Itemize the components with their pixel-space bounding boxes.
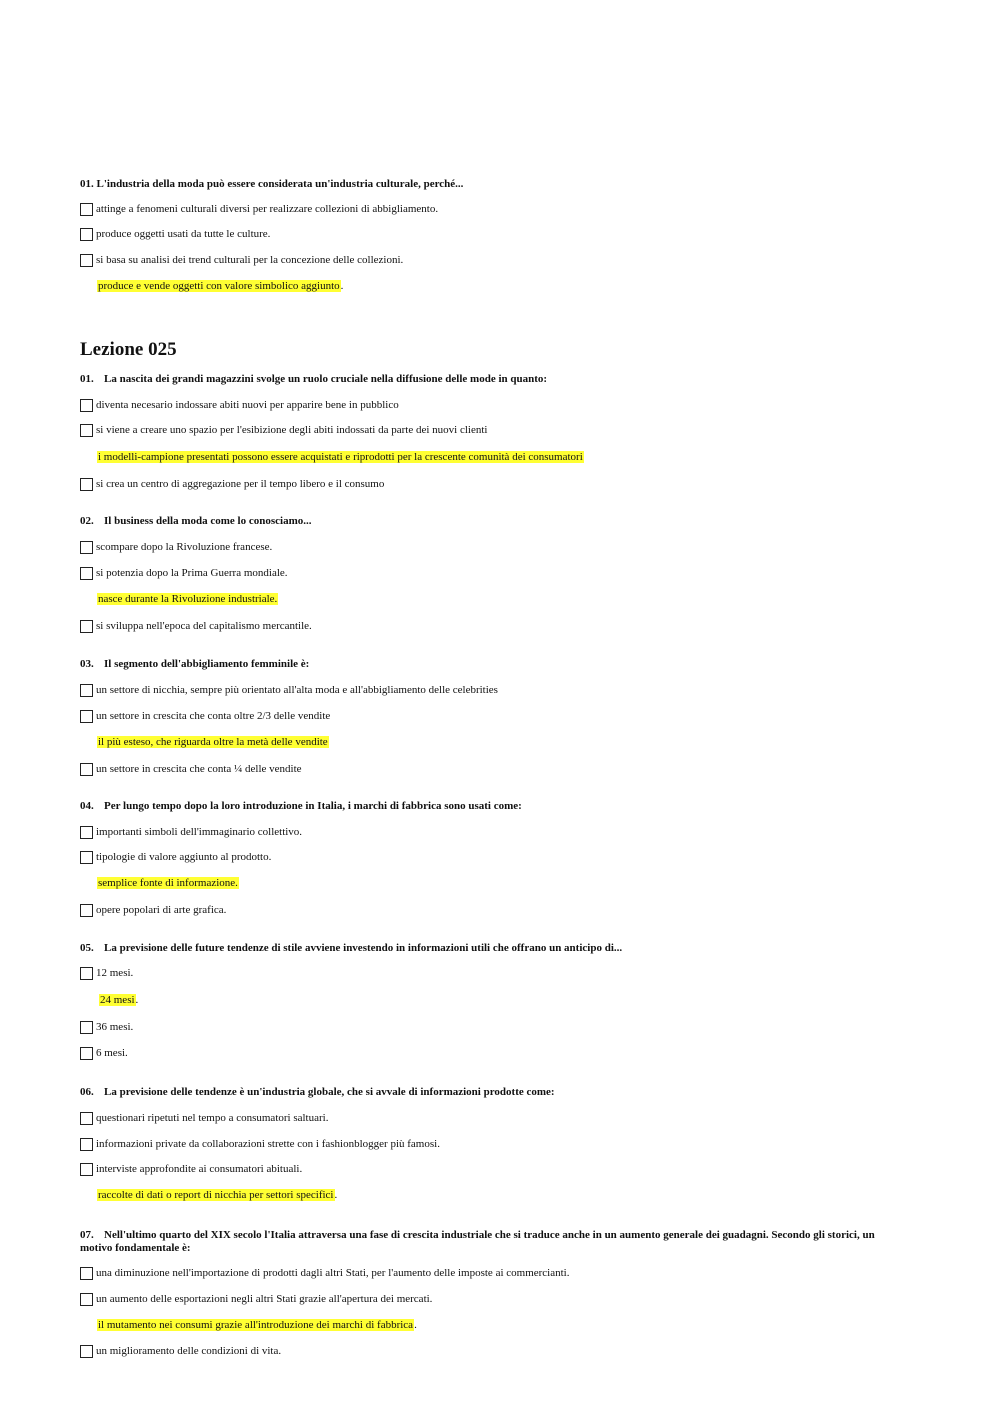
option[interactable]: [80, 566, 288, 580]
option[interactable]: [80, 850, 271, 864]
option[interactable]: [80, 1162, 302, 1176]
option-text: un aumento delle esportazioni negli altri Stati grazie all'apertura dei mercati.: [96, 1293, 433, 1305]
option[interactable]: [80, 477, 384, 491]
checkbox[interactable]: [80, 567, 93, 580]
answer-suffix: .: [334, 1189, 338, 1201]
option[interactable]: [80, 202, 438, 216]
option[interactable]: [80, 253, 403, 267]
option[interactable]: [80, 1046, 128, 1060]
correct-answer: [99, 993, 138, 1007]
checkbox[interactable]: [80, 424, 93, 437]
option[interactable]: [80, 1266, 569, 1280]
checkbox[interactable]: [80, 1047, 93, 1060]
option[interactable]: [80, 423, 487, 437]
option[interactable]: [80, 762, 302, 776]
answer-suffix: .: [340, 280, 344, 292]
option[interactable]: [80, 709, 330, 723]
checkbox[interactable]: [80, 904, 93, 917]
question-number: 04.: [80, 800, 94, 812]
answer-highlight: 24 mesi: [100, 994, 135, 1006]
option[interactable]: [80, 1111, 328, 1125]
option[interactable]: [80, 903, 226, 917]
question-heading: [80, 178, 900, 191]
checkbox[interactable]: [80, 1293, 93, 1306]
option[interactable]: [80, 966, 133, 980]
checkbox[interactable]: [80, 967, 93, 980]
checkbox[interactable]: [80, 620, 93, 633]
checkbox[interactable]: [80, 684, 93, 697]
checkbox[interactable]: [80, 478, 93, 491]
checkbox[interactable]: [80, 763, 93, 776]
option-text: interviste approfondite ai consumatori abituali.: [96, 1163, 303, 1175]
checkbox[interactable]: [80, 1345, 93, 1358]
option[interactable]: [80, 1020, 133, 1034]
checkbox[interactable]: [80, 1138, 93, 1151]
option-text: importanti simboli dell'immaginario collettivo.: [96, 826, 303, 838]
option[interactable]: [80, 1137, 440, 1151]
option[interactable]: [80, 1344, 281, 1358]
question-text: Per lungo tempo dopo la loro introduzione in Italia, i marchi di fabbrica sono usati come:: [104, 800, 522, 812]
correct-answer: [97, 735, 329, 749]
option-text: diventa necesario indossare abiti nuovi per apparire bene in pubblico: [96, 399, 399, 411]
checkbox[interactable]: [80, 1267, 93, 1280]
checkbox[interactable]: [80, 1163, 93, 1176]
question-text: Nell'ultimo quarto del XIX secolo l'Italia attraversa una fase di crescita industriale che si traduce anche in un aumento generale dei guadagni. Secondo gli storici, un motivo fondamentale è:: [80, 1229, 875, 1254]
question-number: 05.: [80, 942, 94, 954]
option-text: si basa su analisi dei trend culturali per la concezione delle collezioni.: [96, 254, 404, 266]
option-text: si crea un centro di aggregazione per il tempo libero e il consumo: [96, 478, 385, 490]
checkbox[interactable]: [80, 851, 93, 864]
question-text: La nascita dei grandi magazzini svolge un ruolo cruciale nella diffusione delle mode in quanto:: [104, 373, 548, 385]
answer-suffix: .: [414, 1319, 417, 1331]
option-text: si potenzia dopo la Prima Guerra mondiale.: [96, 567, 288, 579]
option-text: attinge a fenomeni culturali diversi per realizzare collezioni di abbigliamento.: [96, 203, 439, 215]
checkbox[interactable]: [80, 541, 93, 554]
option-text: informazioni private da collaborazioni strette con i fashionblogger più famosi.: [96, 1138, 440, 1150]
checkbox[interactable]: [80, 399, 93, 412]
option-text: questionari ripetuti nel tempo a consumatori saltuari.: [96, 1112, 329, 1124]
checkbox[interactable]: [80, 1021, 93, 1034]
option-text: si viene a creare uno spazio per l'esibizione degli abiti indossati da parte dei nuovi clienti: [96, 424, 488, 436]
answer-highlight: nasce durante la Rivoluzione industriale.: [98, 593, 278, 605]
answer-highlight: semplice fonte di informazione.: [98, 877, 238, 889]
option-text: 6 mesi.: [96, 1047, 128, 1059]
answer-suffix: .: [135, 994, 139, 1006]
option-text: tipologie di valore aggiunto al prodotto.: [96, 851, 272, 863]
option-text: un settore di nicchia, sempre più orientato all'alta moda e all'abbigliamento delle celebrities: [96, 684, 498, 696]
correct-answer: [97, 279, 343, 293]
checkbox[interactable]: [80, 203, 93, 216]
question-number: 01.: [80, 373, 94, 385]
question-text: L'industria della moda può essere considerata un'industria culturale, perché...: [96, 178, 464, 190]
correct-answer: [97, 876, 239, 890]
option[interactable]: [80, 619, 312, 633]
question-number: 03.: [80, 658, 94, 670]
question-number: 07.: [80, 1229, 94, 1241]
question-number: 01.: [80, 178, 94, 190]
question-text: Il segmento dell'abbigliamento femminile è:: [104, 658, 310, 670]
question-heading: [80, 1229, 900, 1255]
option-text: 12 mesi.: [96, 967, 134, 979]
correct-answer: [97, 450, 584, 464]
lesson-title: Lezione 025: [80, 339, 177, 360]
correct-answer: [97, 1318, 417, 1332]
question-text: Il business della moda come lo conosciamo...: [104, 515, 312, 527]
answer-highlight: raccolte di dati o report di nicchia per settori specifici: [98, 1189, 334, 1201]
option-text: un settore in crescita che conta ¼ delle vendite: [96, 763, 302, 775]
checkbox[interactable]: [80, 254, 93, 267]
option[interactable]: [80, 1292, 432, 1306]
question-heading: [80, 800, 900, 813]
question-heading: [80, 1086, 900, 1099]
option-text: si sviluppa nell'epoca del capitalismo mercantile.: [96, 620, 312, 632]
question-number: 06.: [80, 1086, 94, 1098]
answer-highlight: il mutamento nei consumi grazie all'introduzione dei marchi di fabbrica: [98, 1319, 414, 1331]
question-heading: [80, 942, 900, 955]
option-text: una diminuzione nell'importazione di prodotti dagli altri Stati, per l'aumento delle imposte ai commercianti.: [96, 1267, 570, 1279]
question-text: La previsione delle tendenze è un'industria globale, che si avvale di informazioni prodotte come:: [104, 1086, 555, 1098]
question-heading: [80, 658, 900, 671]
question-heading: [80, 373, 900, 386]
option-text: un settore in crescita che conta oltre 2/3 delle vendite: [96, 710, 331, 722]
question-text: La previsione delle future tendenze di stile avviene investendo in informazioni utili che offrano un anticipo di...: [104, 942, 623, 954]
option[interactable]: [80, 398, 399, 412]
option[interactable]: [80, 227, 270, 241]
option-text: un miglioramento delle condizioni di vita.: [96, 1345, 282, 1357]
checkbox[interactable]: [80, 1112, 93, 1125]
option[interactable]: [80, 540, 272, 554]
option-text: 36 mesi.: [96, 1021, 134, 1033]
checkbox[interactable]: [80, 228, 93, 241]
answer-highlight: i modelli-campione presentati possono essere acquistati e riprodotti per la crescente comunità dei consumatori: [98, 451, 583, 463]
answer-highlight: produce e vende oggetti con valore simbolico aggiunto: [98, 280, 340, 292]
answer-highlight: il più esteso, che riguarda oltre la metà delle vendite: [98, 736, 328, 748]
option-text: opere popolari di arte grafica.: [96, 904, 227, 916]
correct-answer: [97, 592, 278, 606]
question-number: 02.: [80, 515, 94, 527]
checkbox[interactable]: [80, 826, 93, 839]
option-text: scompare dopo la Rivoluzione francese.: [96, 541, 273, 553]
option-text: produce oggetti usati da tutte le culture.: [96, 228, 271, 240]
option[interactable]: [80, 683, 498, 697]
question-heading: [80, 515, 900, 528]
correct-answer: [97, 1188, 337, 1202]
checkbox[interactable]: [80, 710, 93, 723]
option[interactable]: [80, 825, 302, 839]
